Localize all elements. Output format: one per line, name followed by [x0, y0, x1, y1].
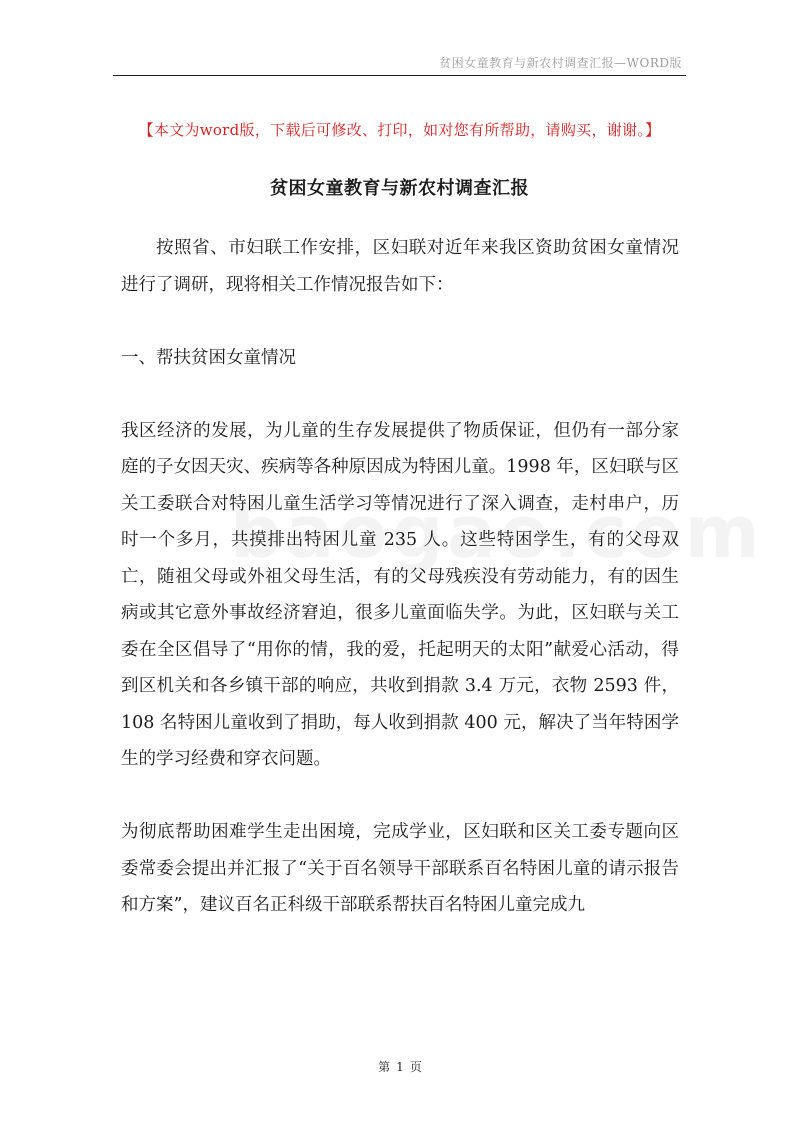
section-heading: 一、帮扶贫困女童情况	[121, 347, 296, 368]
download-notice: 【本文为word版，下载后可修改、打印，如对您有所帮助，请购买，谢谢。】	[138, 121, 661, 139]
document-title: 贫困女童教育与新农村调查汇报	[270, 178, 529, 199]
document-body	[121, 230, 679, 924]
page-prefix: 第	[378, 1060, 391, 1074]
page-suffix: 页	[409, 1060, 422, 1074]
intro-paragraph: 按照省、市妇联工作安排，区妇联对近年来我区资助贫困女童情况进行了调研，现将相关工作情况报告如下：	[121, 238, 679, 295]
page-number: 1	[396, 1060, 404, 1074]
body-paragraph-1: 我区经济的发展，为儿童的生存发展提供了物质保证，但仍有一部分家庭的子女因天灾、疾病等各种原因成为特困儿童。1998 年，区妇联与区关工委联合对特困儿童生活学习等情况进行了深入调查，走村串户，历时一个多月，共摸排出特困儿童 235 人。这些特困学生，有的父母双亡，随祖父母或外祖父母生活，有的父母残疾没有劳动能力，有的因生病或其它意外事故经济窘迫，很多儿童面临失学。为此，区妇联与关工委在全区倡导了“用你的情，我的爱，托起明天的太阳”献爱心活动，得到区机关和各乡镇干部的响应，共收到捐款 3.4 万元，衣物 2593 件，108 名特困儿童收到了捐助，每人收到捐款 400 元，解决了当年特困学生的学习经费和穿衣问题。	[121, 420, 679, 769]
body-paragraph-2: 为彻底帮助困难学生走出困境，完成学业，区妇联和区关工委专题向区委常委会提出并汇报了“关于百名领导干部联系百名特困儿童的请示报告和方案”，建议百名正科级干部联系帮扶百名特困儿童完成九	[121, 822, 679, 915]
running-header: 贫困女童教育与新农村调查汇报—WORD版	[439, 56, 682, 70]
page-footer	[0, 1058, 800, 1075]
header-divider	[113, 75, 686, 76]
